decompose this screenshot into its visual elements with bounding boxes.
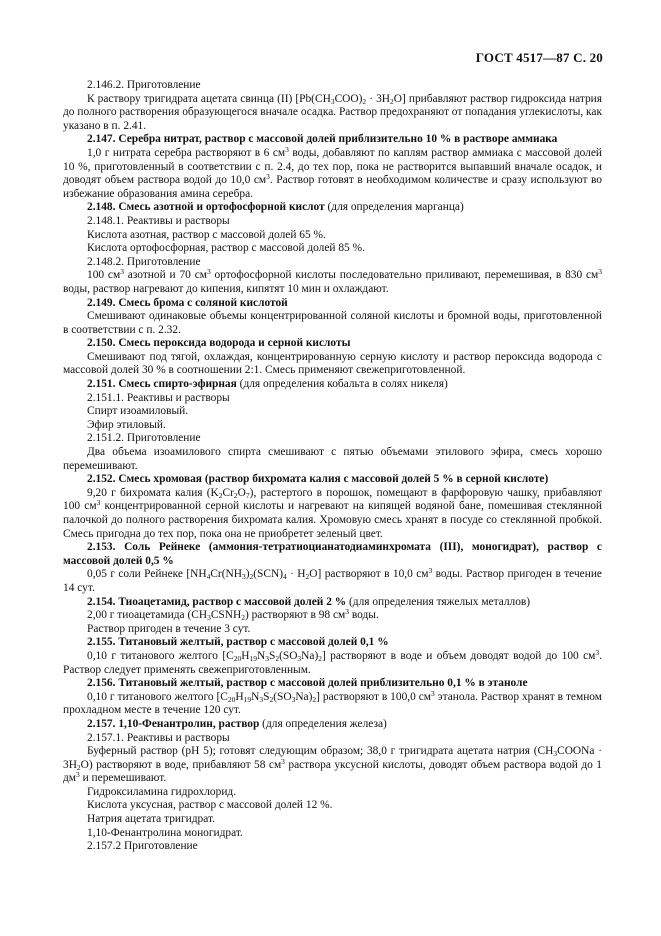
paragraph: 9,20 г бихромата калия $(K_2Cr_2O_7)$, растертого в порошок, помещают в фарфоровую чашку, прибавляют 100 $см^3$ концентрированной серной кислоты и нагревают на кипящей водяной бане, помешивая стеклянной палочкой до полного растворения бихромата калия. Хромовую смесь хранят в посуде со стеклянной пробкой. Смесь пригодна до тех пор, пока она не приобретет зеленый цвет.	[63, 486, 602, 540]
paragraph: 2.151.2. Приготовление	[87, 432, 201, 445]
paragraph: 0,10 г титанового желтого $[C_{20}H_{19}N_3S_2(SO_3Na)_2]$ растворяют в 100,0 $см^3$ этанола. Раствор хранят в темном прохладном месте в течение 120 сут.	[63, 688, 602, 717]
paragraph: 2.148.1. Реактивы и растворы	[87, 214, 230, 227]
paragraph: Натрия ацетата тригидрат.	[87, 813, 215, 826]
paragraph: К раствору тригидрата ацетата свинца (II) $[Pb(CH_3COO)_2 \cdot 3H_2O]$ прибавляют раствор гидроксида натрия до полного растворения образующегося вначале осадка. Раствор предохраняют от попадания углекислоты, как указано в п. 2.41.	[63, 92, 603, 132]
paragraph: 2.146.2. Приготовление	[87, 79, 201, 91]
paragraph: 1,10-Фенантролина моногидрат.	[87, 826, 243, 839]
paragraph: 0,10 г титанового желтого $[C_{20}H_{19}N_3S_2(SO_3Na)_2]$ растворяют в воде и объем доводят водой до 100 $см^3$. Раствор следует применять свежеприготовленным.	[63, 647, 602, 676]
paragraph: 2.150. Смесь пероксида водорода и серной кислоты	[87, 337, 351, 350]
paragraph: 2.151. Смесь спирто-эфирная (для определения кобальта в солях никеля)	[87, 378, 448, 391]
paragraph: 2.152. Смесь хромовая (раствор бихромата калия с массовой долей 5 % в серной кислоте)	[87, 473, 549, 486]
paragraph: 2.151.1. Реактивы и растворы	[87, 391, 230, 404]
document-body	[63, 79, 602, 854]
paragraph: 2,00 г тиоацетамида $(CH_3CSNH_2)$ растворяют в 98 $см^3$ воды.	[87, 607, 379, 623]
paragraph: 2.148.2. Приготовление	[87, 255, 201, 268]
paragraph: 2.157.2 Приготовление	[87, 840, 198, 853]
paragraph: Кислота уксусная, раствор с массовой долей 12 %.	[87, 799, 333, 812]
paragraph: 2.157. 1,10-Фенантролин, раствор (для определения железа)	[87, 717, 387, 730]
paragraph: Кислота ортофосфорная, раствор с массовой долей 85 %.	[87, 242, 365, 255]
paragraph: 2.155. Титановый желтый, раствор с массовой долей 0,1 %	[87, 636, 389, 649]
paragraph: Эфир этиловый.	[87, 418, 166, 431]
paragraph: 2.157.1. Реактивы и растворы	[87, 731, 230, 744]
paragraph: 100 $см^3$ азотной и 70 $см^3$ ортофосфорной кислоты последовательно приливают, перемешивая, в 830 $см^3$ воды, раствор нагревают до кипения, кипятят 10 мин и охлаждают.	[63, 267, 603, 295]
paragraph: Гидроксиламина гидрохлорид.	[87, 785, 237, 798]
paragraph: 2.147. Серебра нитрат, раствор с массовой долей приблизительно 10 % в растворе аммиака	[87, 133, 558, 146]
paragraph: 1,0 г нитрата серебра растворяют в 6 $см^3$ воды, добавляют по каплям раствор аммиака с массовой долей 10 %, приготовленный в соответствии с п. 2.4, до тех пор, пока не растворится выпавший вначале осадок, и доводят объем раствора водой до 10,0 $см^3$. Раствор готовят в необходимом количестве и сразу используют во избежание образования амина серебра.	[63, 144, 603, 200]
page-header: ГОСТ 4517—87 С. 20	[475, 50, 603, 65]
paragraph: Раствор пригоден в течение 3 сут.	[87, 622, 251, 635]
paragraph: Два объема изоамилового спирта смешивают с пятью объемами этилового эфира, смесь хорошо перемешивают.	[63, 446, 602, 472]
paragraph: 0,05 г соли Рейнеке $[NH_4Cr(NH_3)_2(SCN)_4 \cdot H_2O]$ растворяют в 10,0 $см^3$ воды. Раствор пригоден в течение 14 сут.	[63, 566, 602, 594]
paragraph: 2.148. Смесь азотной и ортофосфорной кислот (для определения марганца)	[87, 201, 464, 214]
paragraph: 2.153. Соль Рейнеке (аммония-тетратиоцианатодиаминхромата (III), моногидрат), раствор с массовой долей 0,5 %	[63, 541, 602, 567]
paragraph: Спирт изоамиловый.	[87, 405, 189, 418]
paragraph: Смешивают одинаковые объемы концентрированной соляной кислоты и бромной воды, приготовленной в соответствии с п. 2.32.	[63, 310, 602, 336]
paragraph: 2.149. Смесь брома с соляной кислотой	[87, 296, 288, 309]
paragraph: Буферный раствор (pH 5); готовят следующим образом; 38,0 г тригидрата ацетата натрия $(CH_3COONa \cdot 3H_2O)$ растворяют в воде, прибавляют 58 $см^3$ раствора уксусной кислоты, доводят объем раствора водой до 1 $дм^3$ и перемешивают.	[63, 745, 602, 785]
paragraph: 2.156. Титановый желтый, раствор с массовой долей приблизительно 0,1 % в этаноле	[87, 677, 528, 690]
paragraph: 2.154. Тиоацетамид, раствор с массовой долей 2 % (для определения тяжелых металлов)	[87, 595, 531, 608]
paragraph: Кислота азотная, раствор с массовой долей 65 %.	[87, 228, 326, 241]
paragraph: Смешивают под тягой, охлаждая, концентрированную серную кислоту и раствор пероксида водорода с массовой долей 30 % в соотношении 2:1. Смесь применяют свежеприготовленной.	[63, 350, 602, 377]
